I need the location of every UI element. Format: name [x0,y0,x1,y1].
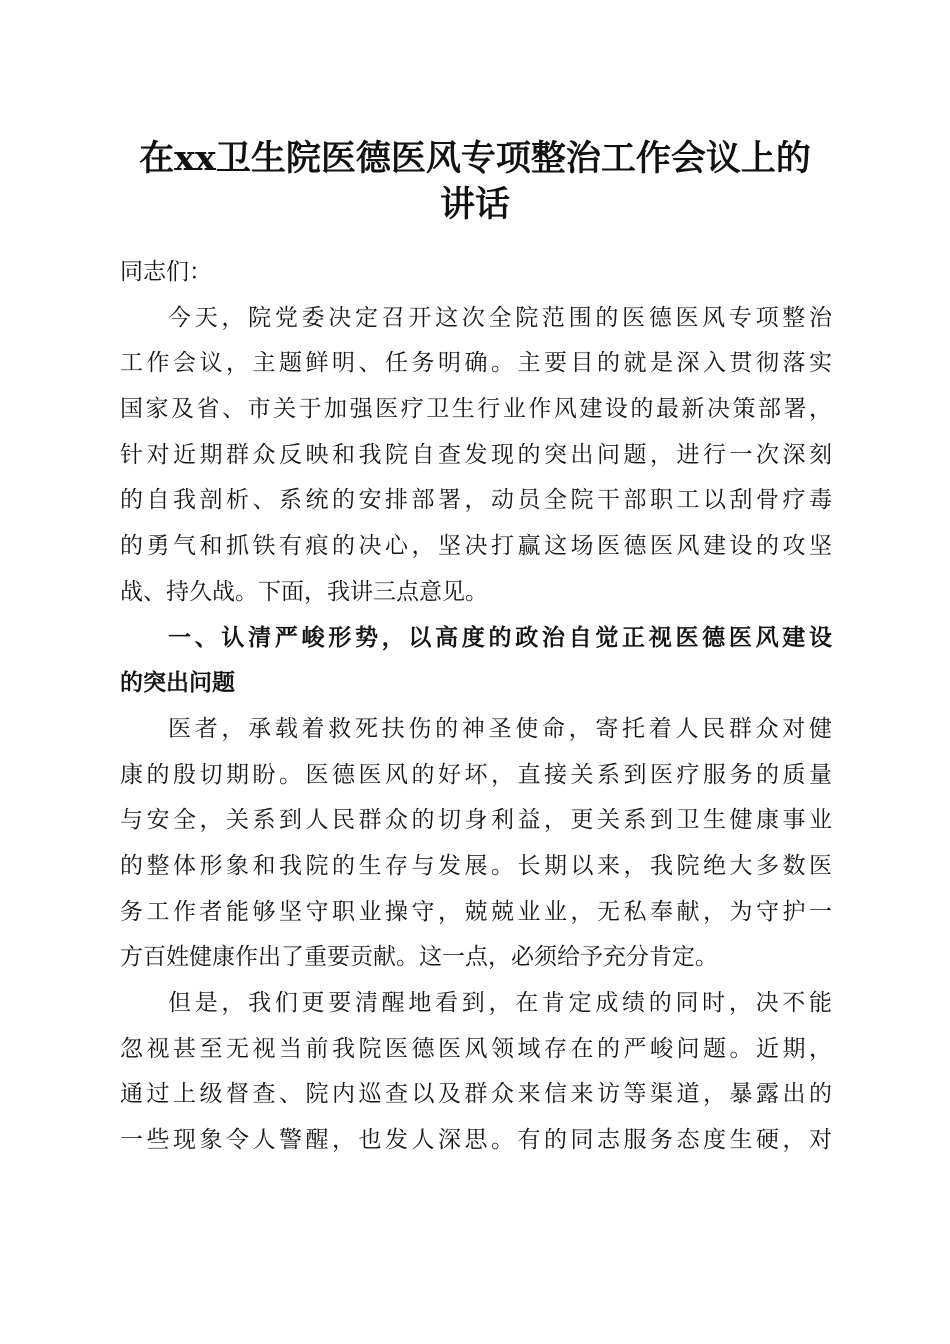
text-line: 务工作者能够坚守职业操守，兢兢业业，无私奉献，为守护一 [120,898,832,925]
speech-body [120,250,832,1164]
text-line: 一些现象令人警醒，也发人深思。有的同志服务态度生硬，对 [120,1127,832,1154]
text-line: 针对近期群众反映和我院自查发现的突出问题，进行一次深刻 [120,441,832,468]
heading-line: 一、认清严峻形势，以高度的政治自觉正视医德医风建设 [168,624,832,651]
text-line: 方百姓健康作出了重要贡献。这一点，必须给予充分肯定。 [120,944,718,971]
paragraph-intro [120,296,832,616]
text-line: 国家及省、市关于加强医疗卫生行业作风建设的最新决策部署， [120,396,832,423]
text-line: 今天，院党委决定召开这次全院范围的医德医风专项整治 [168,304,832,331]
heading-line: 的突出问题 [120,670,235,697]
text-line: 战、持久战。下面，我讲三点意见。 [120,578,488,605]
text-line: 与安全，关系到人民群众的切身利益，更关系到卫生健康事业 [120,807,832,834]
text-line: 的勇气和抓铁有痕的决心，坚决打赢这场医德医风建设的攻坚 [120,533,832,560]
text-line: 康的殷切期盼。医德医风的好坏，直接关系到医疗服务的质量 [120,761,832,788]
section-heading-1 [120,616,832,707]
salutation: 同志们： [120,259,212,285]
paragraph-problems [120,981,832,1164]
text-line: 通过上级督查、院内巡查以及群众来信来访等渠道，暴露出的 [120,1081,832,1108]
text-line: 医者，承载着救死扶伤的神圣使命，寄托着人民群众对健 [168,715,832,742]
text-line: 的整体形象和我院的生存与发展。长期以来，我院绝大多数医 [120,852,832,879]
text-line: 工作会议，主题鲜明、任务明确。主要目的就是深入贯彻落实 [120,350,832,377]
title-line-2: 讲话 [439,184,510,225]
title-line-1: 在xx卫生院医德医风专项整治工作会议上的 [139,138,811,179]
paragraph-mission [120,707,832,981]
text-line: 的自我剖析、系统的安排部署，动员全院干部职工以刮骨疗毒 [120,487,832,514]
text-line: 忽视甚至无视当前我院医德医风领域存在的严峻问题。近期， [120,1035,832,1062]
text-line: 但是，我们更要清醒地看到，在肯定成绩的同时，决不能 [168,990,832,1016]
page-title [95,136,855,228]
